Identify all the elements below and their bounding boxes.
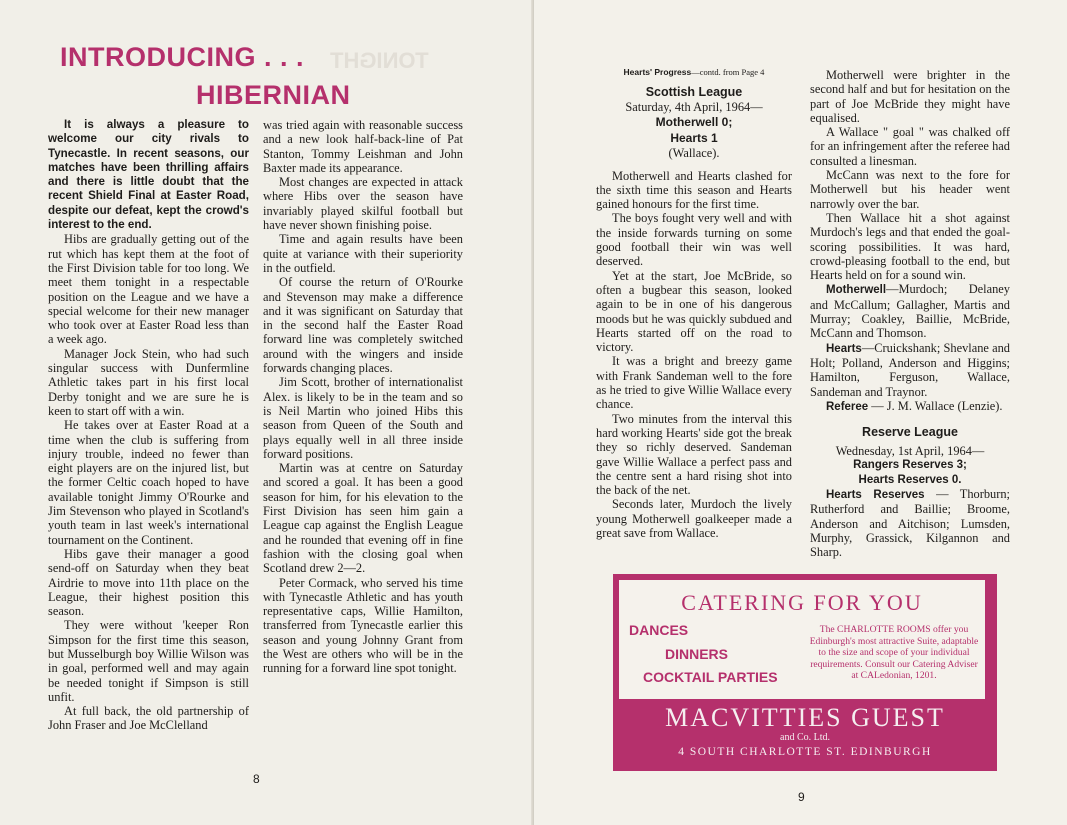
- match-date: Saturday, 4th April, 1964—: [625, 100, 763, 114]
- match-score: Rangers Reserves 3;: [853, 459, 967, 472]
- paragraph: Time and again results have been quite at variance with their superiority in the outfield.: [263, 232, 463, 275]
- right-column-1: [596, 66, 792, 540]
- match-date: Wednesday, 1st April, 1964—: [835, 444, 985, 459]
- paragraph: McCann was next to the fore for Motherwell but his header went narrowly over the bar.: [810, 168, 1010, 211]
- team-lineup: Hearts—Cruickshank; Shevlane and Holt; Polland, Anderson and Higgins; Hamilton, Ferguson, Wallace, Sandeman and Traynor.: [810, 340, 1010, 399]
- page-number: 9: [798, 790, 805, 804]
- advert-blurb: The CHARLOTTE ROOMS offer you Edinburgh's most attractive Suite, adaptable to the size and scope of your individual requirements. Consult our Catering Adviser at CALedonian, 1201.: [809, 624, 979, 682]
- advert-company-sub: and Co. Ltd.: [780, 732, 830, 743]
- advert-item: DINNERS: [665, 646, 729, 662]
- paragraph: Seconds later, Murdoch the lively young Motherwell goalkeeper made a great save from Wallace.: [596, 497, 792, 541]
- paragraph: At full back, the old partnership of John Fraser and Joe McClelland: [48, 704, 249, 733]
- paragraph: A Wallace " goal " was chalked off for an infringement after the referee had consulted a linesman.: [810, 125, 1010, 168]
- show-through-print: TONIGHT: [330, 48, 429, 73]
- left-column-1: [48, 118, 249, 733]
- paragraph: The boys fought very well and with the inside forwards turning on some good football their win was well deserved.: [596, 211, 792, 269]
- paragraph: Peter Cormack, who served his time with Tynecastle Athletic and has youth representative caps, Willie Hamilton, transferred from Tynecastle earlier this season and young Johnny Grant from the West are others who will be in the running for a forward line spot tonight.: [263, 575, 463, 676]
- advert-item: COCKTAIL PARTIES: [643, 669, 778, 685]
- referee-line: Referee — J. M. Wallace (Lenzie).: [826, 398, 1003, 413]
- team-lineup: Hearts Reserves — Thorburn; Rutherford and Baillie; Broome, Anderson and Aitchison; Lumsden, Murphy, Grassick, Kilgannon and Sharp.: [810, 487, 1010, 560]
- scorer: (Wallace).: [668, 146, 720, 161]
- advert-item: DANCES: [629, 622, 689, 638]
- match-score: Hearts Reserves 0.: [858, 473, 962, 486]
- advert-company: MACVITTIES GUEST: [665, 703, 945, 732]
- paragraph: Most changes are expected in attack where Hibs over the season have invariably played skilful football but have never shown finishing poise.: [263, 175, 463, 233]
- paragraph: Jim Scott, brother of internationalist Alex. is likely to be in the team and so is Neil Martin who joined Hibs this season from Queen of the South and plays equally well in all three inside forward positions.: [263, 375, 463, 461]
- right-column-2: [810, 68, 1010, 560]
- paragraph: They were without 'keeper Ron Simpson for the first time this season, but Musselburgh boy Willie Wilson was in goal, performed well and may again be needed tonight if Simpson is still unfit.: [48, 618, 249, 704]
- continuation-header: Hearts' Progress—contd. from Page 4: [623, 67, 765, 77]
- left-column-2: [263, 118, 463, 676]
- paragraph: was tried again with reasonable success and a new look half-back-line of Pat Stanton, Tommy Leishman and John Baxter made its appearance.: [263, 118, 463, 175]
- advert-upper-panel: [619, 580, 985, 699]
- paragraph: Martin was at centre on Saturday and scored a goal. It has been a good season for him, for his elevation to the First Division has seen him gain a League cap against the English League and he rounded that evening off in fine fashion with the closing goal when Scotland drew 2—2.: [263, 461, 463, 576]
- section-heading: Scottish League: [645, 85, 743, 99]
- right-page: [534, 0, 1067, 825]
- page-number: 8: [253, 772, 260, 786]
- advert-headline: CATERING FOR YOU: [681, 590, 923, 615]
- paragraph: Hibs gave their manager a good send-off on Saturday when they beat Airdrie to move into 11th place on the League, their highest position this season.: [48, 546, 249, 619]
- match-score: Motherwell 0;: [655, 115, 733, 130]
- advert-lower-panel: [613, 704, 997, 760]
- paragraph: Yet at the start, Joe McBride, so often a bugbear this season, looked again to be in one of his dangerous moods but he was quickly subdued and Hearts started off on the road to victory.: [596, 268, 792, 355]
- catering-advert: [613, 574, 997, 771]
- advert-address: 4 SOUTH CHARLOTTE ST. EDINBURGH: [678, 746, 932, 758]
- paragraph: Hibs are gradually getting out of the rut which has kept them at the foot of the First Division table for too long. We meet them tonight in a respectable position on the League and we have a special welcome for their new manager who took over at Easter Road less than a week ago.: [48, 232, 249, 347]
- article-title-line2: HIBERNIAN: [196, 80, 351, 110]
- intro-paragraph: It is always a pleasure to welcome our city rivals to Tynecastle. In recent seasons, our matches have been thrilling affairs and there is little doubt that the recent Shield Final at Easter Road, despite our defeat, kept the crowd's interest to the end.: [48, 118, 249, 232]
- paragraph: Motherwell and Hearts clashed for the sixth time this season and Hearts gained honours for the first time.: [596, 168, 792, 212]
- section-heading: Reserve League: [862, 425, 958, 440]
- paragraph: It was a bright and breezy game with Frank Sandeman well to the fore as he tried to give Willie Wallace every chance.: [596, 354, 792, 412]
- paragraph: Two minutes from the interval this hard working Hearts' side got the break they so richly deserved. Sandeman gave Willie Wallace a perfect pass and the centre sent a hard rising shot into the back of the net.: [596, 411, 792, 498]
- paragraph: Manager Jock Stein, who had such singular success with Dunfermline Athletic takes part in his first local Derby tonight and we are sure he is keen to start off with a win.: [48, 346, 249, 418]
- paragraph: He takes over at Easter Road at a time when the club is suffering from injury trouble, indeed no fewer than eight players are on the injured list, but the former Celtic coach hoped to have available tonight Jimmy O'Rourke and Jim Stevenson who played in Scotland's youth team in last week's international tournament on the Continent.: [48, 418, 249, 547]
- paragraph: Motherwell were brighter in the second half and but for hesitation on the part of Joe McBride they might have equalised.: [810, 68, 1010, 125]
- match-score: Hearts 1: [670, 131, 718, 146]
- paragraph: Of course the return of O'Rourke and Stevenson may make a difference and it was significant on Saturday that in the second half the Easter Road forward line was completely switched around with the wingers and inside forwards changing places.: [263, 275, 463, 376]
- article-title-line1: INTRODUCING . . .: [60, 42, 304, 72]
- paragraph: Then Wallace hit a shot against Murdoch's legs and that ended the goal-scoring possibilities. It was hard, crowd-pleasing football to the end, but Hearts held on for a sound win.: [810, 210, 1010, 283]
- team-lineup: Motherwell—Murdoch; Delaney and McCallum; Gallagher, Martis and Murray; Coakley, Baillie, McBride, McCann and Thomson.: [810, 282, 1010, 341]
